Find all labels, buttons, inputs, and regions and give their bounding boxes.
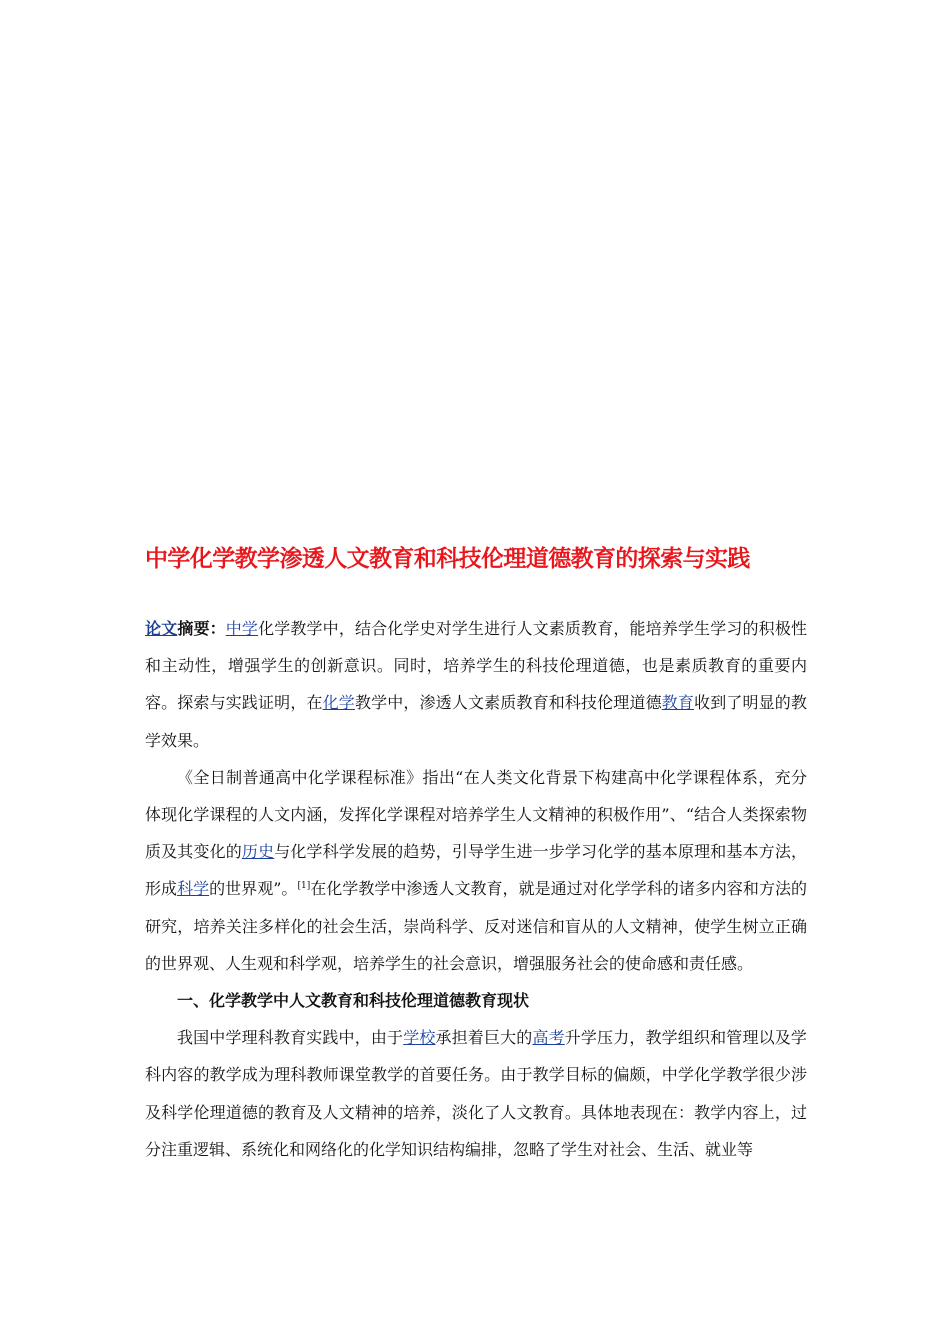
abstract-label: 摘要：: [177, 619, 226, 638]
link-lunwen[interactable]: 论文: [145, 619, 178, 638]
footnote-ref[interactable]: [1]: [297, 881, 311, 892]
link-xuexiao[interactable]: 学校: [403, 1028, 436, 1048]
paragraph-2: [145, 1019, 807, 1168]
link-lishi[interactable]: 历史: [241, 842, 275, 862]
document-title: 中学化学教学渗透人文教育和科技伦理道德教育的探索与实践: [145, 546, 750, 572]
document-body: [145, 610, 807, 1168]
paragraph-1: [145, 759, 807, 982]
link-jiaoyu[interactable]: 教育: [661, 693, 695, 713]
para2-text-3: 升学压力，教学组织和管理以及学科内容的教学成为理科教师课堂教学的首要任务。由于教学目标的偏颇，中学化学教学很少涉及科学伦理道德的教育及人文精神的培养，淡化了人文教育。具体地表现在：教学内容上，过分注重逻辑、系统化和网络化的化学知识结构编排，忽略了学生对社会、生活、就业等: [145, 1028, 807, 1159]
para1-text-1: 《全日制普通高中化学课程标准》指出“在人类文化背景下构建高中化学课程体系，充分体现化学课程的人文内涵，发挥化学课程对培养学生人文精神的积极作用”、“结合人类探索物质及其变化的: [145, 767, 807, 862]
link-zhongxue[interactable]: 中学: [225, 619, 259, 638]
para1-text-2: 与化学科学发展的趋势，引导学生进一步学习化学的基本原理和基本方法，形成: [145, 842, 807, 899]
abstract-text-1: 化学教学中，结合化学史对学生进行人文素质教育，能培养学生学习的积极性和主动性，增强学生的创新意识。同时，培养学生的科技伦理道德，也是素质教育的重要内容。探索与实践证明，在: [145, 619, 807, 713]
para2-text-2: 承担着巨大的: [435, 1028, 533, 1048]
abstract-text-2: 教学中，渗透人文素质教育和科技伦理道德: [354, 693, 662, 713]
link-kexue[interactable]: 科学: [177, 879, 210, 899]
link-gaokao[interactable]: 高考: [532, 1028, 565, 1048]
para1-text-4: 在化学教学中渗透人文教育，就是通过对化学学科的诸多内容和方法的研究，培养关注多样化的社会生活，崇尚科学、反对迷信和盲从的人文精神，使学生树立正确的世界观、人生观和科学观，培养学生的社会意识，增强服务社会的使命感和责任感。: [145, 879, 807, 973]
abstract-paragraph: [145, 610, 807, 759]
para2-text-1: 我国中学理科教育实践中，由于: [177, 1028, 404, 1048]
link-huaxue[interactable]: 化学: [322, 693, 355, 713]
para1-text-3: 的世界观”。: [209, 879, 298, 899]
abstract-text-3: 收到了明显的教学效果。: [145, 693, 807, 750]
section-heading-1: 一、化学教学中人文教育和科技伦理道德教育现状: [177, 991, 530, 1011]
